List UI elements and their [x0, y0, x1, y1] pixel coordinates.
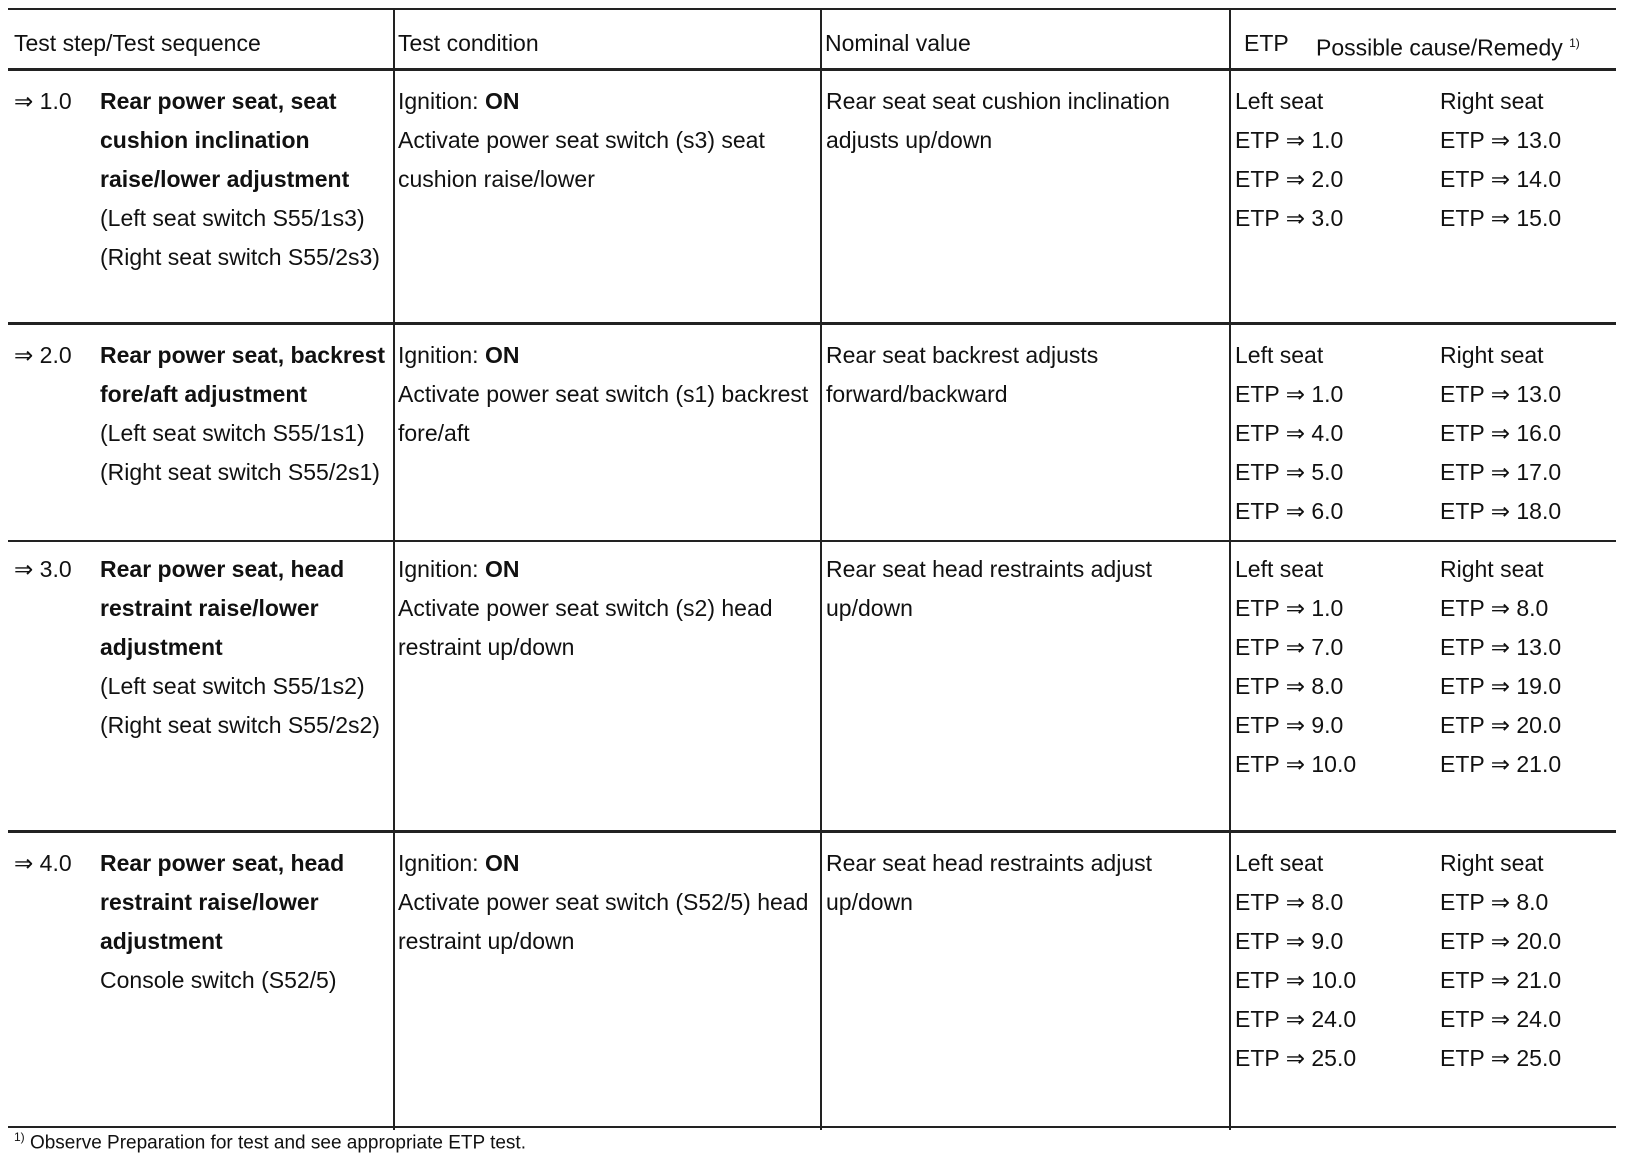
right-seat-label: Right seat [1440, 556, 1544, 582]
row-2-step-number: ⇒ 2.0 [14, 342, 72, 368]
etp-ref: ETP ⇒ 13.0 [1440, 381, 1562, 407]
row-4-right-seat-etp [1440, 844, 1561, 1078]
row-3-title-line: Rear power seat, head [100, 556, 345, 582]
header-nominal-value: Nominal value [825, 30, 971, 56]
row-3-left-seat-etp [1235, 550, 1356, 784]
condition-line: restraint up/down [398, 634, 575, 660]
nominal-line: adjusts up/down [826, 127, 993, 153]
row-divider [8, 830, 1616, 833]
etp-ref: ETP ⇒ 10.0 [1235, 751, 1357, 777]
row-2-sub-line: (Left seat switch S55/1s1) [100, 420, 365, 446]
etp-ref: ETP ⇒ 2.0 [1235, 166, 1344, 192]
etp-ref: ETP ⇒ 21.0 [1440, 967, 1562, 993]
etp-ref: ETP ⇒ 10.0 [1235, 967, 1357, 993]
nominal-line: Rear seat seat cushion inclination [826, 88, 1170, 114]
etp-ref: ETP ⇒ 24.0 [1440, 1006, 1562, 1032]
row-4-title-line: restraint raise/lower [100, 889, 319, 915]
ignition-label: Ignition: [398, 556, 479, 582]
header-possible-cause-label: Possible cause/Remedy [1316, 34, 1563, 61]
etp-ref: ETP ⇒ 25.0 [1440, 1045, 1562, 1071]
row-2-title-line: Rear power seat, backrest [100, 342, 386, 368]
etp-ref: ETP ⇒ 9.0 [1235, 928, 1344, 954]
row-1-title-line: raise/lower adjustment [100, 166, 350, 192]
etp-ref: ETP ⇒ 20.0 [1440, 712, 1562, 738]
row-4-step-number: ⇒ 4.0 [14, 850, 72, 876]
row-1-test-step [14, 82, 380, 277]
footnote-text: Observe Preparation for test and see appropriate ETP test. [29, 1132, 526, 1154]
header-possible-cause [1316, 24, 1580, 68]
nominal-line: Rear seat backrest adjusts [826, 342, 1099, 368]
row-3-right-seat-etp [1440, 550, 1561, 784]
etp-ref: ETP ⇒ 16.0 [1440, 420, 1562, 446]
row-3-test-condition [398, 550, 773, 667]
header-footnote-mark: 1) [1569, 36, 1580, 50]
row-2-test-condition [398, 336, 808, 453]
row-3-test-step [14, 550, 380, 745]
left-seat-label: Left seat [1235, 342, 1324, 368]
etp-ref: ETP ⇒ 1.0 [1235, 595, 1344, 621]
etp-ref: ETP ⇒ 6.0 [1235, 498, 1344, 524]
header-rule [8, 68, 1616, 71]
condition-line: Activate power seat switch (S52/5) head [398, 889, 809, 915]
row-4-title-line: adjustment [100, 928, 223, 954]
etp-ref: ETP ⇒ 9.0 [1235, 712, 1344, 738]
etp-ref: ETP ⇒ 19.0 [1440, 673, 1562, 699]
ignition-label: Ignition: [398, 850, 479, 876]
condition-line: Activate power seat switch (s2) head [398, 595, 773, 621]
ignition-value: ON [484, 850, 520, 876]
header-etp: ETP [1244, 30, 1289, 56]
row-4-test-step [14, 844, 344, 1000]
etp-ref: ETP ⇒ 14.0 [1440, 166, 1562, 192]
row-divider [8, 322, 1616, 325]
header-test-condition: Test condition [398, 30, 539, 56]
right-seat-label: Right seat [1440, 850, 1544, 876]
row-4-nominal-value [826, 844, 1152, 922]
row-1-right-seat-etp [1440, 82, 1561, 238]
row-1-title-line: cushion inclination [100, 127, 310, 153]
condition-line: restraint up/down [398, 928, 575, 954]
etp-ref: ETP ⇒ 13.0 [1440, 127, 1562, 153]
etp-ref: ETP ⇒ 3.0 [1235, 205, 1344, 231]
row-4-title-line: Rear power seat, head [100, 850, 345, 876]
etp-ref: ETP ⇒ 18.0 [1440, 498, 1562, 524]
etp-ref: ETP ⇒ 25.0 [1235, 1045, 1357, 1071]
nominal-line: Rear seat head restraints adjust [826, 850, 1153, 876]
bottom-rule [8, 1126, 1616, 1128]
row-1-sub-line: (Left seat switch S55/1s3) [100, 205, 365, 231]
etp-ref: ETP ⇒ 4.0 [1235, 420, 1344, 446]
condition-line: Activate power seat switch (s3) seat [398, 127, 765, 153]
row-4-test-condition [398, 844, 808, 961]
etp-ref: ETP ⇒ 8.0 [1235, 673, 1344, 699]
row-4-sub-line: Console switch (S52/5) [100, 967, 337, 993]
row-2-nominal-value [826, 336, 1098, 414]
etp-ref: ETP ⇒ 24.0 [1235, 1006, 1357, 1032]
row-2-test-step [14, 336, 385, 492]
row-1-left-seat-etp [1235, 82, 1343, 238]
etp-ref: ETP ⇒ 21.0 [1440, 751, 1562, 777]
row-3-step-number: ⇒ 3.0 [14, 556, 72, 582]
row-1-title-line: Rear power seat, seat [100, 88, 337, 114]
row-1-test-condition [398, 82, 765, 199]
etp-ref: ETP ⇒ 7.0 [1235, 634, 1344, 660]
row-2-sub-line: (Right seat switch S55/2s1) [100, 459, 380, 485]
ignition-value: ON [484, 342, 520, 368]
row-2-right-seat-etp [1440, 336, 1561, 531]
nominal-line: Rear seat head restraints adjust [826, 556, 1153, 582]
row-3-title-line: adjustment [100, 634, 223, 660]
column-divider [393, 10, 395, 1130]
nominal-line: forward/backward [826, 381, 1008, 407]
condition-line: fore/aft [398, 420, 470, 446]
ignition-value: ON [484, 88, 520, 114]
etp-ref: ETP ⇒ 8.0 [1440, 595, 1549, 621]
ignition-label: Ignition: [398, 342, 479, 368]
etp-ref: ETP ⇒ 13.0 [1440, 634, 1562, 660]
row-2-title-line: fore/aft adjustment [100, 381, 308, 407]
footnote [14, 1130, 526, 1154]
row-3-title-line: restraint raise/lower [100, 595, 319, 621]
etp-ref: ETP ⇒ 1.0 [1235, 381, 1344, 407]
row-3-nominal-value [826, 550, 1152, 628]
nominal-line: up/down [826, 889, 913, 915]
right-seat-label: Right seat [1440, 342, 1544, 368]
row-1-step-number: ⇒ 1.0 [14, 88, 72, 114]
ignition-label: Ignition: [398, 88, 479, 114]
condition-line: Activate power seat switch (s1) backrest [398, 381, 809, 407]
etp-ref: ETP ⇒ 17.0 [1440, 459, 1562, 485]
left-seat-label: Left seat [1235, 556, 1324, 582]
condition-line: cushion raise/lower [398, 166, 595, 192]
ignition-value: ON [484, 556, 520, 582]
row-divider [8, 540, 1616, 542]
left-seat-label: Left seat [1235, 88, 1324, 114]
header-test-step: Test step/Test sequence [14, 30, 261, 56]
row-3-sub-line: (Left seat switch S55/1s2) [100, 673, 365, 699]
row-2-left-seat-etp [1235, 336, 1343, 531]
row-1-sub-line: (Right seat switch S55/2s3) [100, 244, 380, 270]
etp-ref: ETP ⇒ 1.0 [1235, 127, 1344, 153]
row-4-left-seat-etp [1235, 844, 1356, 1078]
right-seat-label: Right seat [1440, 88, 1544, 114]
left-seat-label: Left seat [1235, 850, 1324, 876]
top-rule [8, 8, 1616, 10]
column-divider [820, 10, 822, 1130]
nominal-line: up/down [826, 595, 913, 621]
etp-ref: ETP ⇒ 8.0 [1440, 889, 1549, 915]
row-1-nominal-value [826, 82, 1170, 160]
row-3-sub-line: (Right seat switch S55/2s2) [100, 712, 380, 738]
etp-ref: ETP ⇒ 20.0 [1440, 928, 1562, 954]
etp-ref: ETP ⇒ 15.0 [1440, 205, 1562, 231]
column-divider [1229, 10, 1231, 1130]
footnote-mark: 1) [14, 1130, 25, 1144]
etp-ref: ETP ⇒ 8.0 [1235, 889, 1344, 915]
etp-ref: ETP ⇒ 5.0 [1235, 459, 1344, 485]
